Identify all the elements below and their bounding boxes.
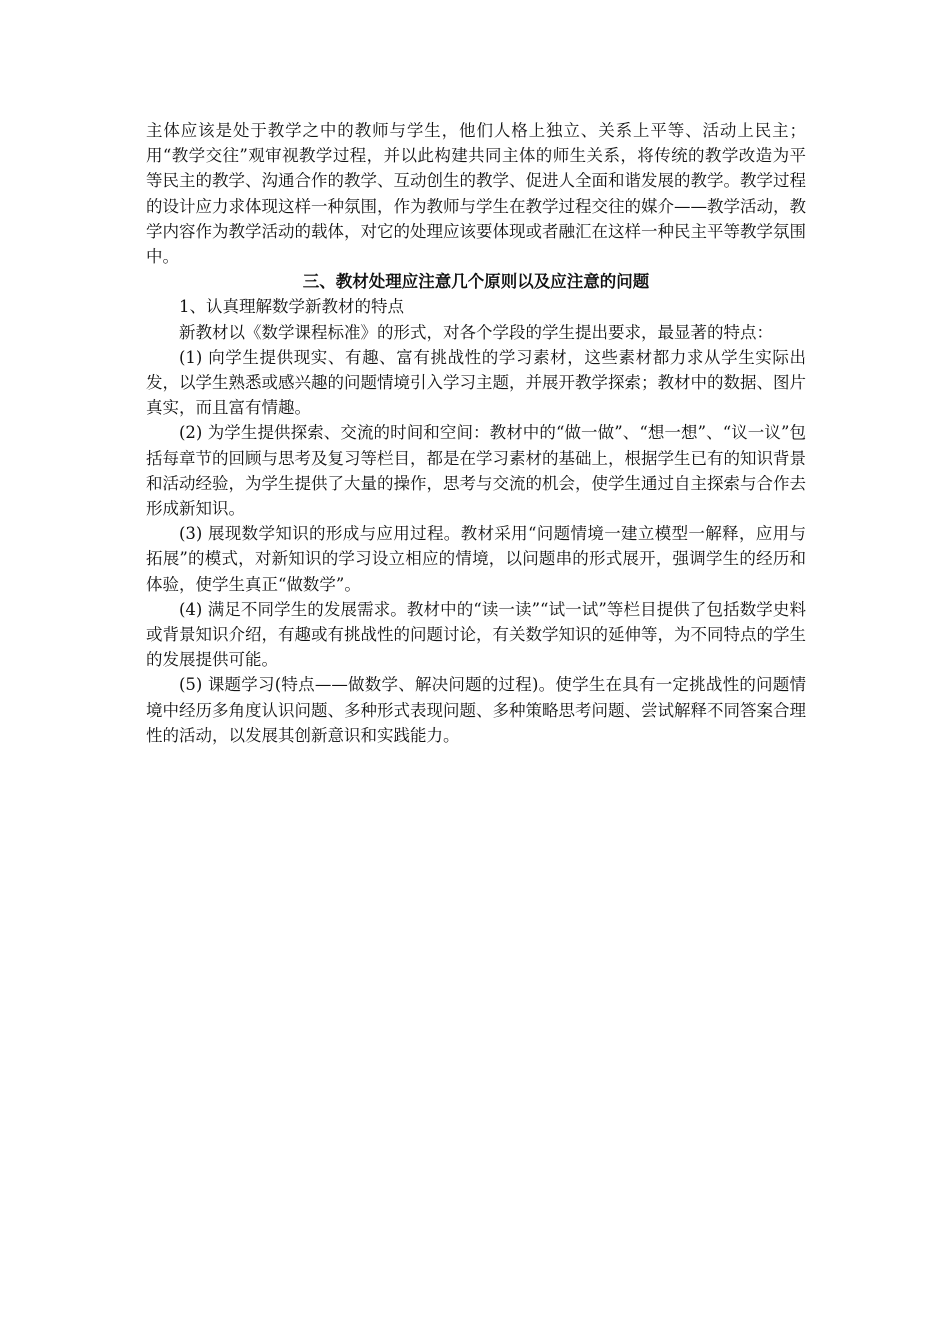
point-paragraph-5: (5) 课题学习(特点——做数学、解决问题的过程)。使学生在具有一定挑战性的问题情境中经历多角度认识问题、多种形式表现问题、多种策略思考问题、尝试解释不同答案合理性的活动，以发展其创新意识和实践能力。 xyxy=(146,675,806,745)
point-paragraph-1: (1) 向学生提供现实、有趣、富有挑战性的学习素材，这些素材都力求从学生实际出发，以学生熟悉或感兴趣的问题情境引入学习主题，并展开教学探索；教材中的数据、图片真实，而且富有情趣。 xyxy=(146,347,806,418)
point-paragraph-2: (2) 为学生提供探索、交流的时间和空间：教材中的“做一做”、“想一想”、“议一议”包括每章节的回顾与思考及复习等栏目，都是在学习素材的基础上，根据学生已有的知识背景和活动经验，为学生提供了大量的操作，思考与交流的机会，使学生通过自主探索与合作去形成新知识。 xyxy=(146,423,806,519)
intro-paragraph: 主体应该是处于教学之中的教师与学生，他们人格上独立、关系上平等、活动上民主；用“教学交往”观审视教学过程，并以此构建共同主体的师生关系，将传统的教学改造为平等民主的教学、沟通合作的教学、互动创生的教学、促进人全面和谐发展的教学。教学过程的设计应力求体现这样一种氛围，作为教师与学生在教学过程交往的媒介——教学活动，教学内容作为教学活动的载体，对它的处理应该要体现或者融汇在这样一种民主平等教学氛围中。 xyxy=(146,121,806,267)
point-paragraph-4: (4) 满足不同学生的发展需求。教材中的“读一读”“试一试”等栏目提供了包括数学史料或背景知识介绍，有趣或有挑战性的问题讨论，有关数学知识的延伸等，为不同特点的学生的发展提供可能。 xyxy=(146,599,806,670)
subheading-1: 1、认真理解数学新教材的特点 xyxy=(179,297,404,317)
document-page xyxy=(146,118,806,748)
point-paragraph-3: (3) 展现数学知识的形成与应用过程。教材采用“问题情境一建立模型一解释，应用与拓展”的模式，对新知识的学习设立相应的情境，以问题串的形式展开，强调学生的经历和体验，使学生真正“做数学”。 xyxy=(146,524,806,594)
section-heading: 三、教材处理应注意几个原则以及应注意的问题 xyxy=(302,272,650,292)
lead-paragraph: 新教材以《数学课程标准》的形式，对各个学段的学生提出要求，最显著的特点： xyxy=(179,322,773,342)
